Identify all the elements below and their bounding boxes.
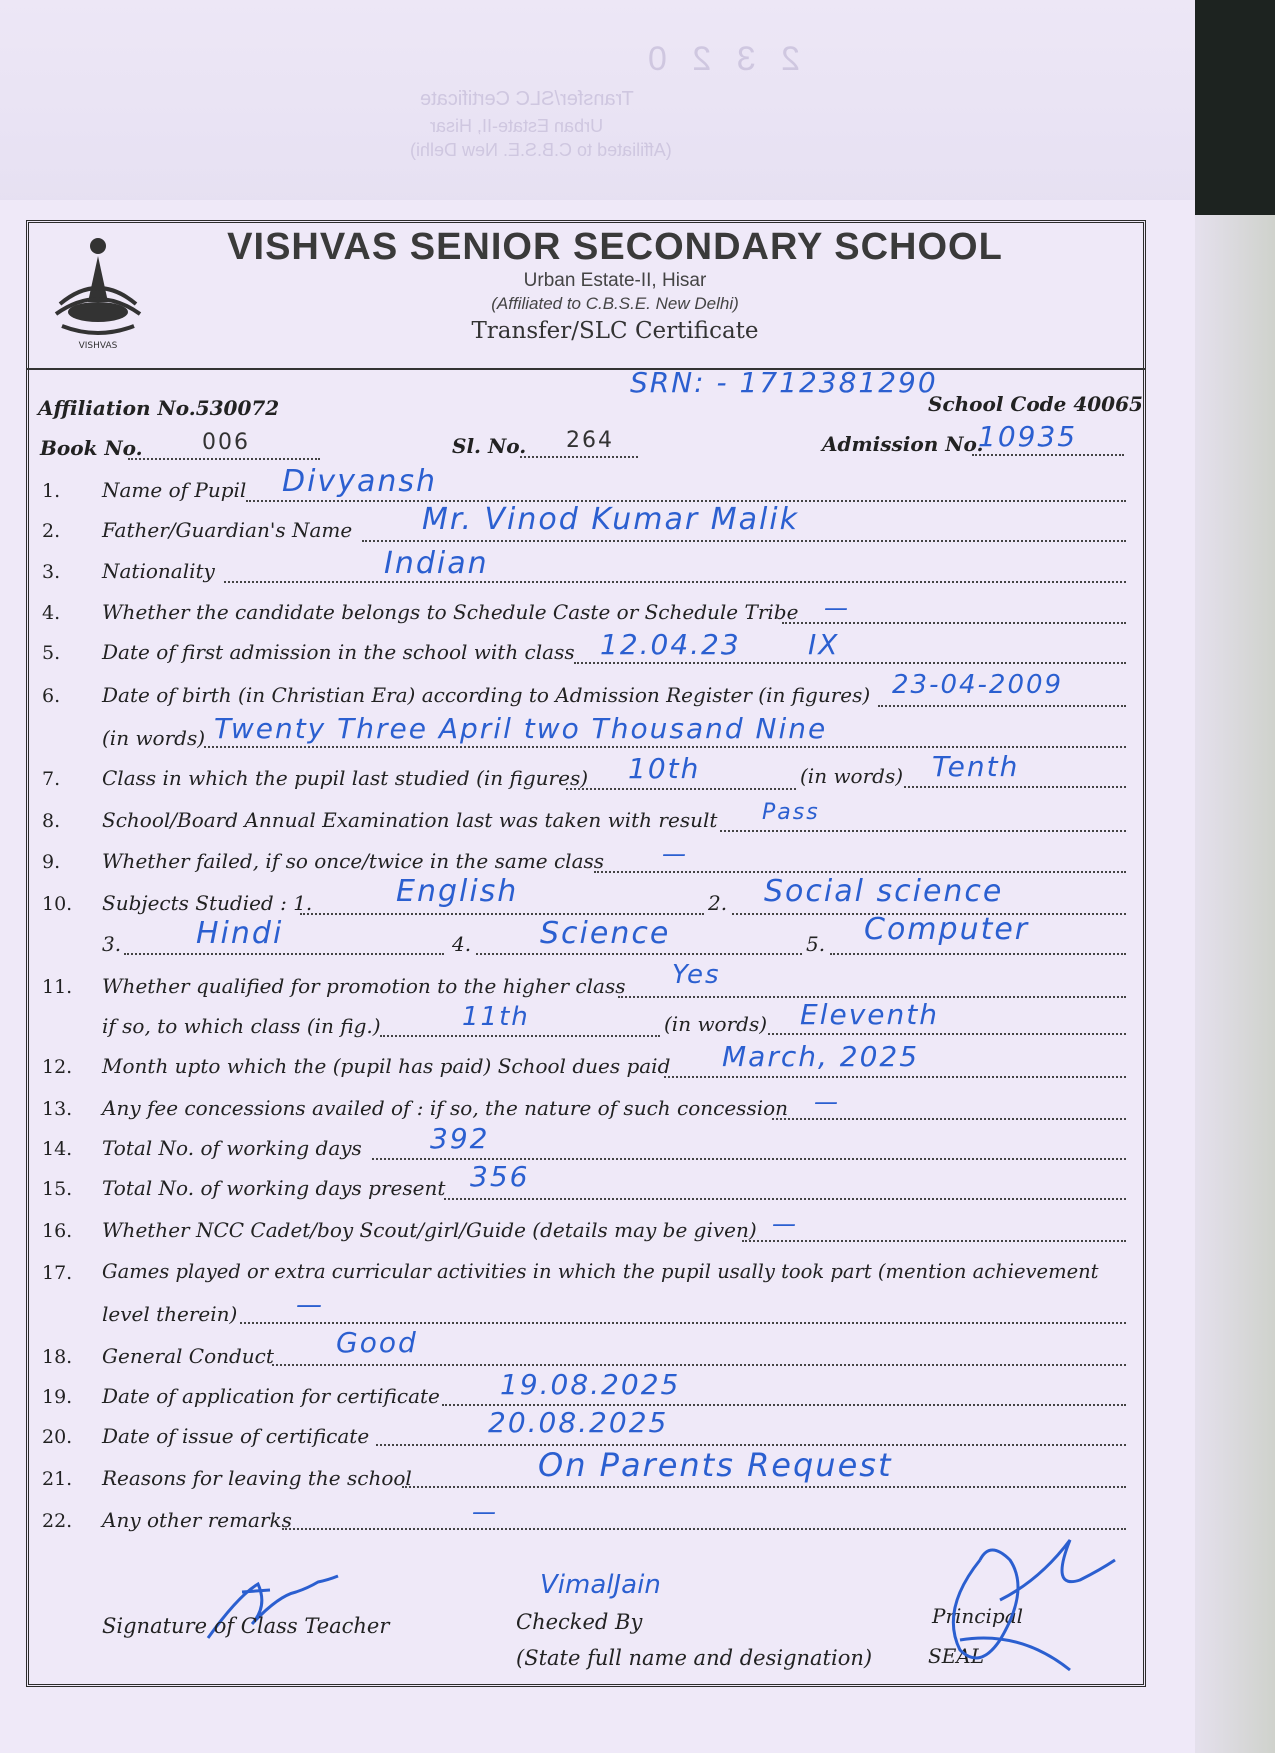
field-line (566, 788, 796, 790)
field-line (124, 953, 444, 955)
school-code: School Code 40065 (928, 392, 1143, 416)
field-line (204, 746, 1126, 748)
field-number: 14. (42, 1138, 73, 1160)
field-label: 2. (708, 891, 728, 915)
principal-label: Principal (932, 1604, 1024, 1628)
field-line (720, 830, 1126, 832)
serial-number-label: Sl. No. (452, 434, 527, 458)
logo-caption: VISHVAS (78, 341, 118, 351)
field-label: 5. (806, 932, 826, 956)
field-label: 3. (102, 932, 122, 956)
field-number: 17. (42, 1262, 73, 1284)
admission-number-line (972, 454, 1124, 456)
field-label: Father/Guardian's Name (102, 518, 353, 542)
application-date: 19.08.2025 (500, 1368, 681, 1401)
field-label: Date of issue of certificate (102, 1424, 370, 1448)
fee-concession-value: — (814, 1088, 840, 1116)
ghost-line: (Affiliated to C.B.S.E. New Delhi) (410, 140, 672, 160)
field-number: 20. (42, 1426, 73, 1448)
subject-3: Hindi (196, 916, 284, 951)
field-number: 15. (42, 1178, 73, 1200)
serial-number-value: 264 (566, 428, 614, 453)
subject-1: English (396, 874, 519, 909)
school-address: Urban Estate-II, Hisar (523, 270, 707, 291)
next-class-figures: 11th (462, 1002, 530, 1032)
field-line (664, 1076, 1126, 1078)
board-affiliation: (Affiliated to C.B.S.E. New Delhi) (491, 294, 739, 313)
field-label: Class in which the pupil last studied (in figures) (102, 766, 589, 790)
field-number: 18. (42, 1346, 73, 1368)
ncc-value: — (772, 1210, 798, 1238)
serial-number-line (520, 456, 638, 458)
field-label: Whether the candidate belongs to Schedule Caste or Schedule Tribe (102, 600, 799, 624)
field-line (402, 1486, 1126, 1488)
field-line (830, 953, 1126, 955)
field-line (574, 662, 1126, 664)
field-number: 12. (42, 1056, 73, 1078)
dob-words: Twenty Three April two Thousand Nine (214, 712, 828, 745)
field-line (904, 786, 1126, 788)
field-line (772, 1118, 1126, 1120)
field-number: 4. (42, 602, 61, 624)
seal-label: SEAL (928, 1644, 985, 1668)
issue-date: 20.08.2025 (488, 1406, 669, 1439)
dues-paid-month: March, 2025 (722, 1040, 920, 1073)
subject-2: Social science (764, 874, 1004, 909)
father-name: Mr. Vinod Kumar Malik (422, 502, 800, 537)
field-number: 11. (42, 976, 73, 998)
field-label: Name of Pupil (102, 478, 247, 502)
checked-by-signature: VimalJain (540, 1570, 661, 1600)
activities-value: — (296, 1290, 324, 1320)
book-number-line (128, 458, 320, 460)
conduct-value: Good (336, 1326, 418, 1359)
admission-date: 12.04.23 (600, 628, 741, 661)
subject-5: Computer (864, 912, 1030, 947)
field-number: 5. (42, 642, 61, 664)
field-label: Whether qualified for promotion to the higher class (102, 974, 626, 998)
admission-number-label: Admission No. (822, 432, 984, 456)
admission-number-value: 10935 (978, 420, 1078, 453)
other-remarks: — (472, 1498, 498, 1526)
pupil-name: Divyansh (282, 464, 437, 499)
field-number: 2. (42, 520, 61, 542)
field-label: Subjects Studied : 1. (102, 891, 313, 915)
last-class-words: Tenth (932, 750, 1020, 783)
field-number: 9. (42, 851, 61, 873)
field-line (272, 1364, 1126, 1366)
field-label: Nationality (102, 559, 215, 583)
ghost-line: Transfer/SLC Certificate (420, 88, 634, 110)
days-present: 356 (470, 1160, 530, 1193)
leaving-reason: On Parents Request (538, 1446, 893, 1484)
certificate-title: Transfer/SLC Certificate (471, 318, 759, 344)
field-number: 19. (42, 1386, 73, 1408)
field-label: 4. (452, 932, 472, 956)
dob-figures: 23-04-2009 (892, 670, 1064, 700)
nationality-value: Indian (384, 546, 489, 581)
field-number: 3. (42, 561, 61, 583)
field-number: 13. (42, 1098, 73, 1120)
field-label: Date of birth (in Christian Era) according to Admission Register (in figures) (102, 683, 871, 707)
field-label: level therein) (102, 1302, 238, 1326)
field-line (240, 1322, 1126, 1324)
last-class-figures: 10th (628, 752, 701, 785)
field-line (380, 1035, 660, 1037)
previous-page (0, 0, 1195, 215)
field-number: 16. (42, 1220, 73, 1242)
school-name: VISHVAS SENIOR SECONDARY SCHOOL (227, 226, 1003, 268)
field-label: Month upto which the (pupil has paid) School dues paid (102, 1054, 671, 1078)
caste-value: — (824, 594, 850, 622)
field-label: Date of first admission in the school with class (102, 640, 575, 664)
field-line (782, 622, 1126, 624)
admission-class: IX (808, 628, 840, 661)
ghost-line: Urban Estate-II, Hisar (430, 116, 604, 136)
field-label: Date of application for certificate (102, 1384, 440, 1408)
field-number: 6. (42, 685, 61, 707)
working-days: 392 (430, 1122, 490, 1155)
field-line (594, 871, 1126, 873)
field-label: (in words) (664, 1012, 768, 1036)
field-line (362, 540, 1126, 542)
class-teacher-label: Signature of Class Teacher (102, 1614, 390, 1638)
field-label: Total No. of working days present (102, 1176, 446, 1200)
field-label: Any other remarks (102, 1508, 292, 1532)
field-line (224, 581, 1126, 583)
ghost-serial: 2 3 2 0 (640, 40, 800, 78)
field-line (476, 953, 802, 955)
field-line (300, 913, 704, 915)
srn-number: SRN: - 1712381290 (630, 366, 938, 399)
field-label: School/Board Annual Examination last was taken with result (102, 808, 718, 832)
field-number: 1. (42, 480, 61, 502)
affiliation-number: Affiliation No.530072 (38, 396, 280, 420)
field-label: (in words) (102, 726, 206, 750)
field-line (768, 1033, 1126, 1035)
field-label: Whether failed, if so once/twice in the same class (102, 849, 605, 873)
next-class-words: Eleventh (800, 998, 939, 1031)
checked-by-label: Checked By (516, 1610, 643, 1634)
field-number: 10. (42, 893, 73, 915)
field-label: Reasons for leaving the school (102, 1466, 412, 1490)
field-label: Whether NCC Cadet/boy Scout/girl/Guide (details may be given) (102, 1218, 757, 1242)
field-number: 21. (42, 1468, 73, 1490)
field-number: 7. (42, 768, 61, 790)
principal-signature (920, 1520, 1120, 1680)
school-logo-icon (48, 232, 148, 352)
field-label: Any fee concessions availed of : if so, the nature of such concession (102, 1096, 789, 1120)
field-label: General Conduct (102, 1344, 274, 1368)
field-label: Games played or extra curricular activities in which the pupil usally took part (mention achievement (102, 1260, 1099, 1283)
field-line (742, 1240, 1126, 1242)
field-label: Total No. of working days (102, 1136, 362, 1160)
subject-4: Science (540, 916, 671, 951)
failed-value: — (662, 840, 688, 868)
book-number-value: 006 (202, 430, 250, 455)
field-number: 8. (42, 810, 61, 832)
field-line (444, 1198, 1126, 1200)
field-label: if so, to which class (in fig.) (102, 1014, 381, 1038)
exam-result: Pass (762, 800, 820, 825)
field-line (878, 705, 1126, 707)
checked-by-note: (State full name and designation) (516, 1646, 873, 1670)
promotion-value: Yes (672, 960, 721, 990)
field-number: 22. (42, 1510, 73, 1532)
field-label: (in words) (800, 764, 904, 788)
book-number-label: Book No. (40, 436, 143, 460)
